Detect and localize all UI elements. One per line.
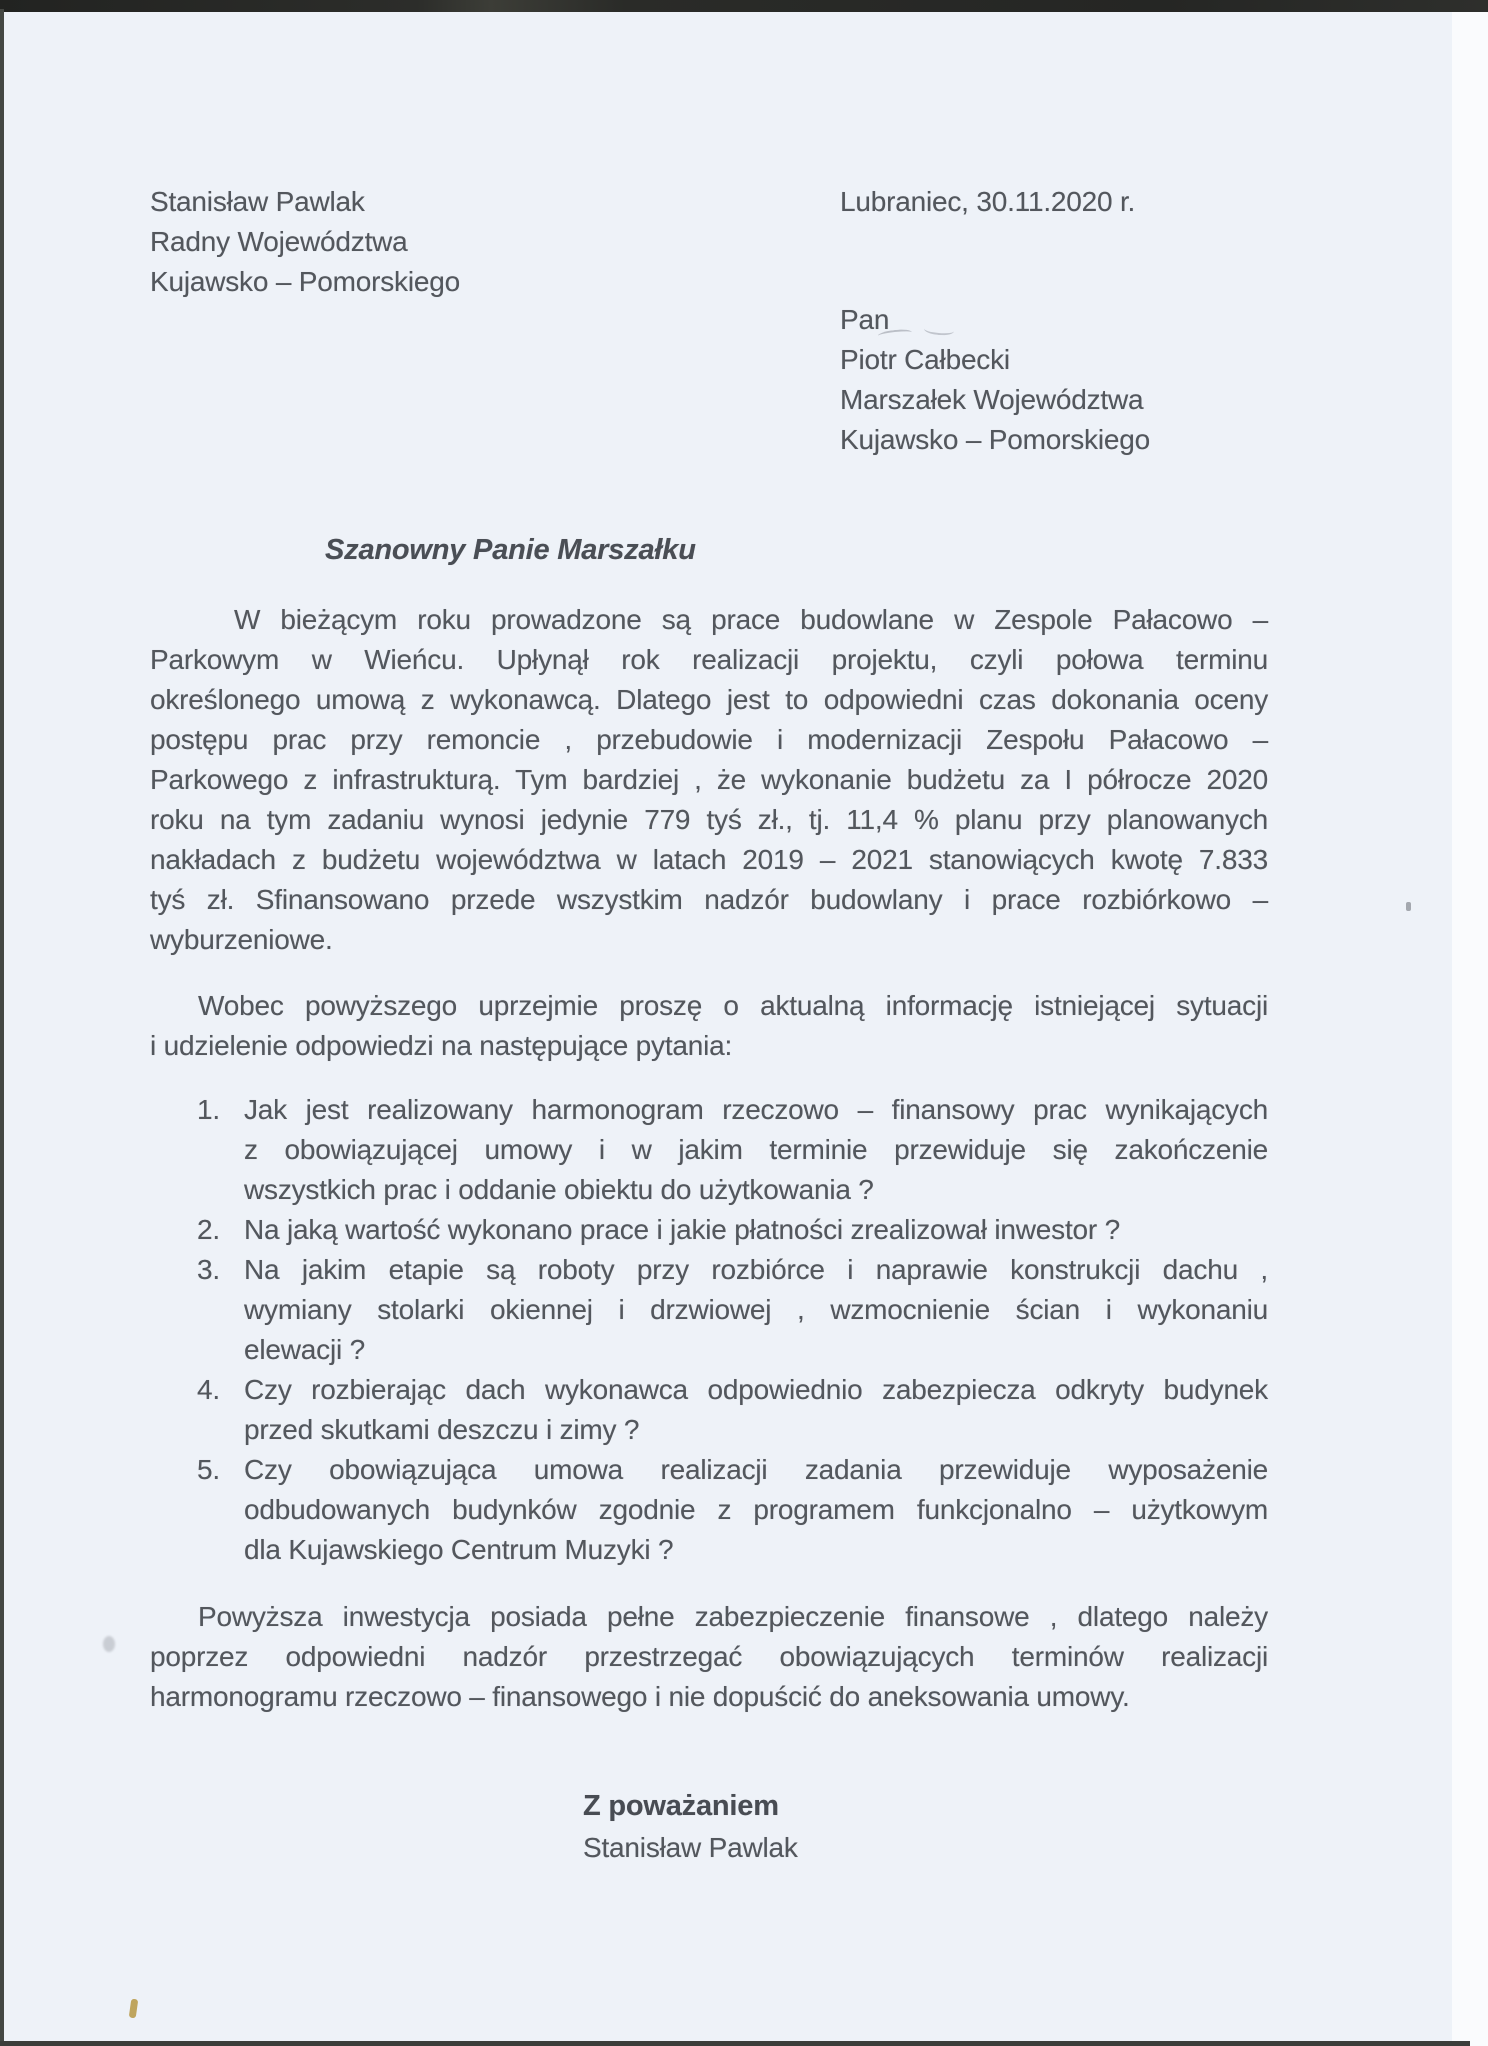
place-and-date: Lubraniec, 30.11.2020 r. bbox=[840, 186, 1136, 217]
text-line: przed skutkami deszczu i zimy ? bbox=[244, 1414, 640, 1445]
text-line: Wobec powyższego uprzejmie proszę o aktualną informację istniejącej sytuacji bbox=[198, 990, 1268, 1021]
text-line: harmonogramu rzeczowo – finansowego i nie dopuścić do aneksowania umowy. bbox=[150, 1681, 1130, 1712]
text-line: wszystkich prac i oddanie obiektu do użytkowania ? bbox=[244, 1174, 874, 1205]
text-line: nakładach z budżetu województwa w latach 2019 – 2021 stanowiących kwotę 7.833 bbox=[150, 844, 1268, 875]
text-line: Czy rozbierając dach wykonawca odpowiednio zabezpiecza odkryty budynek bbox=[244, 1374, 1268, 1405]
text-line: roku na tym zadaniu wynosi jedynie 779 tyś zł., tj. 11,4 % planu przy planowanych bbox=[150, 804, 1268, 835]
scan-edge-top bbox=[0, 0, 1488, 12]
text-line: postępu prac przy remoncie , przebudowie i modernizacji Zespołu Pałacowo – bbox=[150, 724, 1268, 755]
question-item-5 bbox=[244, 1450, 1268, 1570]
text-line: Jak jest realizowany harmonogram rzeczowo – finansowy prac wynikających bbox=[244, 1094, 1268, 1125]
text-line: tyś zł. Sfinansowano przede wszystkim nadzór budowlany i prace rozbiórkowo – bbox=[150, 884, 1268, 915]
text-line: wymiany stolarki okiennej i drzwiowej , wzmocnienie ścian i wykonaniu bbox=[244, 1294, 1268, 1325]
text-line: Na jakim etapie są roboty przy rozbiórce i naprawie konstrukcji dachu , bbox=[244, 1254, 1268, 1285]
text-line: Czy obowiązująca umowa realizacji zadania przewiduje wyposażenie bbox=[244, 1454, 1268, 1485]
salutation: Szanowny Panie Marszałku bbox=[325, 534, 696, 566]
text-line: elewacji ? bbox=[244, 1334, 365, 1365]
sender-name: Stanisław Pawlak bbox=[150, 186, 365, 217]
pencil-mark bbox=[878, 322, 958, 340]
text-line: dla Kujawskiego Centrum Muzyki ? bbox=[244, 1534, 674, 1565]
paragraph-2 bbox=[150, 986, 1268, 1066]
question-item-4 bbox=[244, 1370, 1268, 1450]
text-line: Parkowego z infrastrukturą. Tym bardziej , że wykonanie budżetu za I półrocze 2020 bbox=[150, 764, 1268, 795]
question-item-3 bbox=[244, 1250, 1268, 1370]
text-line: Na jaką wartość wykonano prace i jakie płatności zrealizował inwestor ? bbox=[244, 1214, 1120, 1245]
text-line: odbudowanych budynków zgodnie z programem funkcjonalno – użytkowym bbox=[244, 1494, 1268, 1525]
scan-edge-left bbox=[0, 9, 4, 2046]
text-line: poprzez odpowiedni nadzór przestrzegać obowiązujących terminów realizacji bbox=[150, 1641, 1268, 1672]
sender-region: Kujawsko – Pomorskiego bbox=[150, 266, 460, 297]
sender-block bbox=[150, 182, 460, 302]
question-item-2 bbox=[244, 1210, 1268, 1250]
questions-list bbox=[150, 1090, 1268, 1570]
text-line: wyburzeniowe. bbox=[150, 924, 333, 955]
closing-paragraph bbox=[150, 1597, 1268, 1717]
question-item-1 bbox=[244, 1090, 1268, 1210]
signature-name: Stanisław Pawlak bbox=[583, 1832, 798, 1863]
text-line: określonego umową z wykonawcą. Dlatego jest to odpowiedni czas dokonania oceny bbox=[150, 684, 1268, 715]
text-line: i udzielenie odpowiedzi na następujące pytania: bbox=[150, 1030, 733, 1061]
scan-artifact bbox=[1406, 902, 1411, 911]
valediction: Z poważaniem bbox=[583, 1790, 779, 1822]
sender-title: Radny Województwa bbox=[150, 226, 408, 257]
recipient-name: Piotr Całbecki bbox=[840, 344, 1010, 375]
text-line: z obowiązującej umowy i w jakim terminie przewiduje się zakończenie bbox=[244, 1134, 1268, 1165]
scan-edge-bottom bbox=[0, 2041, 1470, 2046]
paragraph-1 bbox=[150, 600, 1268, 960]
recipient-title: Marszałek Województwa bbox=[840, 384, 1144, 415]
text-line: W bieżącym roku prowadzone są prace budowlane w Zespole Pałacowo – bbox=[234, 604, 1268, 635]
recipient-honorific: Pan bbox=[840, 304, 890, 335]
text-line: Powyższa inwestycja posiada pełne zabezpieczenie finansowe , dlatego należy bbox=[198, 1601, 1268, 1632]
text-line: Parkowym w Wieńcu. Upłynął rok realizacji projektu, czyli połowa terminu bbox=[150, 644, 1268, 675]
scan-artifact bbox=[103, 1636, 115, 1652]
recipient-region: Kujawsko – Pomorskiego bbox=[840, 424, 1150, 455]
